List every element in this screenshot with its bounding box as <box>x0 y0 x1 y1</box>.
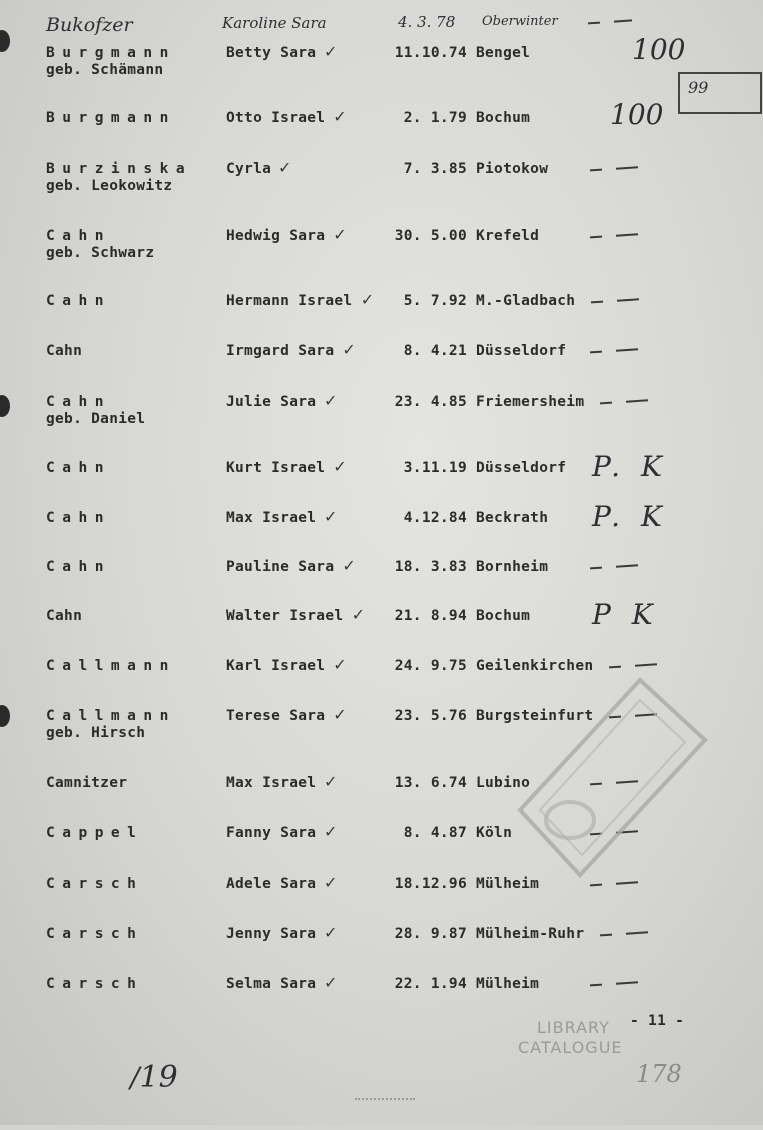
check-mark-icon: ✓ <box>342 556 356 575</box>
entry-birth-name: geb. Hirsch <box>46 725 146 741</box>
entry-place: Friemersheim <box>476 394 585 410</box>
entry-date: 13. 6.74 <box>394 775 467 791</box>
remark-box <box>678 72 762 114</box>
remark-dash <box>590 984 602 987</box>
entry-given: Otto Israel <box>226 110 326 126</box>
header-surname: Bukofzer <box>46 14 133 36</box>
entry-row <box>0 500 763 550</box>
check-mark-icon: ✓ <box>324 923 338 942</box>
entry-row <box>0 923 763 966</box>
remark-dash <box>590 567 602 570</box>
entry-surname: Camnitzer <box>46 775 128 791</box>
entry-given: Julie Sara <box>226 394 317 410</box>
header-date: 4. 3. 78 <box>398 13 456 31</box>
check-mark-icon: ✓ <box>333 107 347 126</box>
entry-row <box>0 158 763 201</box>
check-mark-icon: ✓ <box>324 772 338 791</box>
entry-surname: Carsch <box>46 876 144 892</box>
folio-number: /19 <box>130 1060 178 1095</box>
remark-dash <box>591 301 603 304</box>
entry-place: Lubino <box>476 775 531 791</box>
entry-birth-name: geb. Schämann <box>46 62 164 78</box>
entry-birth-name: geb. Daniel <box>46 411 146 427</box>
check-mark-icon: ✓ <box>324 973 338 992</box>
entry-place: Piotokow <box>476 161 549 177</box>
entry-surname: Callmann <box>46 658 176 674</box>
remark-dash <box>626 931 648 935</box>
check-mark-icon: ✓ <box>324 391 338 410</box>
remark-dash <box>616 166 638 170</box>
entry-surname: Cappel <box>46 825 144 841</box>
check-mark-icon: ✓ <box>324 873 338 892</box>
entry-remark: P K <box>592 598 659 631</box>
entry-place: Düsseldorf <box>476 460 567 476</box>
check-mark-icon: ✓ <box>333 225 347 244</box>
entry-row <box>0 290 763 333</box>
entry-surname: Cahn <box>46 559 111 575</box>
entry-given: Jenny Sara <box>226 926 317 942</box>
entry-place: Bengel <box>476 45 531 61</box>
check-mark-icon: ✓ <box>333 705 347 724</box>
entry-surname: Cahn <box>46 460 111 476</box>
entry-remark: 100 <box>632 33 686 66</box>
entry-date: 4.12.84 <box>403 510 467 526</box>
corner-number: 178 <box>636 1060 682 1088</box>
entry-surname: Cahn <box>46 608 83 624</box>
remark-dash <box>616 233 638 237</box>
remark-dash <box>626 399 648 403</box>
entry-place: Düsseldorf <box>476 343 567 359</box>
entry-row <box>0 33 763 85</box>
entry-place: Krefeld <box>476 228 540 244</box>
check-mark-icon: ✓ <box>324 507 338 526</box>
entry-given: Irmgard Sara <box>226 343 335 359</box>
bottom-dots <box>355 1098 415 1102</box>
entry-date: 3.11.19 <box>403 460 467 476</box>
entry-place: Geilenkirchen <box>476 658 594 674</box>
remark-dash <box>616 348 638 352</box>
entry-date: 23. 4.85 <box>394 394 467 410</box>
entry-row <box>0 98 763 150</box>
entry-place: Bornheim <box>476 559 549 575</box>
folio-value: 19 <box>139 1060 178 1095</box>
check-mark-icon: ✓ <box>333 655 347 674</box>
entry-surname: Carsch <box>46 926 144 942</box>
check-mark-icon: ✓ <box>324 822 338 841</box>
entry-given: Kurt Israel <box>226 460 326 476</box>
page-number: - 11 - <box>630 1013 685 1029</box>
entry-row <box>0 598 763 648</box>
entry-date: 2. 1.79 <box>403 110 467 126</box>
header-place: Oberwinter <box>482 14 558 29</box>
entry-date: 11.10.74 <box>394 45 467 61</box>
faded-stamp-icon <box>500 660 720 890</box>
check-mark-icon: ✓ <box>351 605 365 624</box>
entry-given: Hedwig Sara <box>226 228 326 244</box>
entry-given: Adele Sara <box>226 876 317 892</box>
header-dash <box>614 19 632 22</box>
entry-place: Bochum <box>476 608 531 624</box>
entry-given: Walter Israel <box>226 608 344 624</box>
entry-place: M.-Gladbach <box>476 293 576 309</box>
entry-given: Cyrla <box>226 161 272 177</box>
entry-row <box>0 340 763 383</box>
entry-surname: Carsch <box>46 976 144 992</box>
check-mark-icon: ✓ <box>278 158 292 177</box>
entry-row <box>0 391 763 434</box>
entry-date: 30. 5.00 <box>394 228 467 244</box>
entry-given: Selma Sara <box>226 976 317 992</box>
entry-place: Beckrath <box>476 510 549 526</box>
entry-date: 18.12.96 <box>394 876 467 892</box>
entry-date: 18. 3.83 <box>394 559 467 575</box>
entry-date: 22. 1.94 <box>394 976 467 992</box>
entry-date: 28. 9.87 <box>394 926 467 942</box>
entry-surname: Cahn <box>46 510 111 526</box>
check-mark-icon: ✓ <box>333 457 347 476</box>
entry-surname: Cahn <box>46 343 83 359</box>
entry-surname: Cahn <box>46 228 111 244</box>
header-dash <box>588 22 600 25</box>
entry-birth-name: geb. Leokowitz <box>46 178 173 194</box>
check-mark-icon: ✓ <box>324 42 338 61</box>
remark-dash <box>590 351 602 354</box>
entry-given: Max Israel <box>226 510 317 526</box>
entry-date: 23. 5.76 <box>394 708 467 724</box>
remark-dash <box>616 981 638 985</box>
remark-dash <box>616 564 638 568</box>
entry-row <box>0 556 763 599</box>
entry-place: Mülheim <box>476 876 540 892</box>
entry-surname: Burzinska <box>46 161 193 177</box>
entry-place: Burgsteinfurt <box>476 708 594 724</box>
entry-given: Pauline Sara <box>226 559 335 575</box>
entry-surname: Callmann <box>46 708 176 724</box>
remark-dash <box>617 298 639 302</box>
entry-date: 8. 4.87 <box>403 825 467 841</box>
check-mark-icon: ✓ <box>360 290 375 309</box>
entry-given: Max Israel <box>226 775 317 791</box>
remark-dash <box>590 169 602 172</box>
stamp-line1: LIBRARY <box>537 1018 610 1037</box>
entry-date: 24. 9.75 <box>394 658 467 674</box>
entry-date: 21. 8.94 <box>394 608 467 624</box>
entry-given: Betty Sara <box>226 45 317 61</box>
entry-row <box>0 225 763 268</box>
entry-date: 7. 3.85 <box>403 161 467 177</box>
entry-given: Fanny Sara <box>226 825 317 841</box>
check-mark-icon: ✓ <box>342 340 356 359</box>
entry-row <box>0 973 763 1016</box>
entry-date: 5. 7.92 <box>403 293 467 309</box>
entry-given: Hermann Israel <box>226 293 353 309</box>
entry-place: Mülheim-Ruhr <box>476 926 585 942</box>
entry-given: Terese Sara <box>226 708 326 724</box>
remark-dash <box>600 934 612 937</box>
entry-remark: 100 <box>610 98 664 131</box>
entry-place: Köln <box>476 825 513 841</box>
entry-place: Bochum <box>476 110 531 126</box>
entry-surname: Burgmann <box>46 45 176 61</box>
entry-remark: P. K <box>592 450 668 483</box>
entry-surname: Cahn <box>46 293 111 309</box>
entry-date: 8. 4.21 <box>403 343 467 359</box>
entry-surname: Cahn <box>46 394 111 410</box>
entry-surname: Burgmann <box>46 110 176 126</box>
entry-remark: P. K <box>592 500 668 533</box>
stamp-line2: CATALOGUE <box>518 1038 623 1057</box>
remark-dash <box>590 236 602 239</box>
remark-dash <box>600 402 612 405</box>
entry-place: Mülheim <box>476 976 540 992</box>
remark-box-number: 99 <box>688 78 709 97</box>
header-given: Karoline Sara <box>222 14 327 32</box>
entry-given: Karl Israel <box>226 658 326 674</box>
entry-row <box>0 450 763 500</box>
entry-birth-name: geb. Schwarz <box>46 245 155 261</box>
